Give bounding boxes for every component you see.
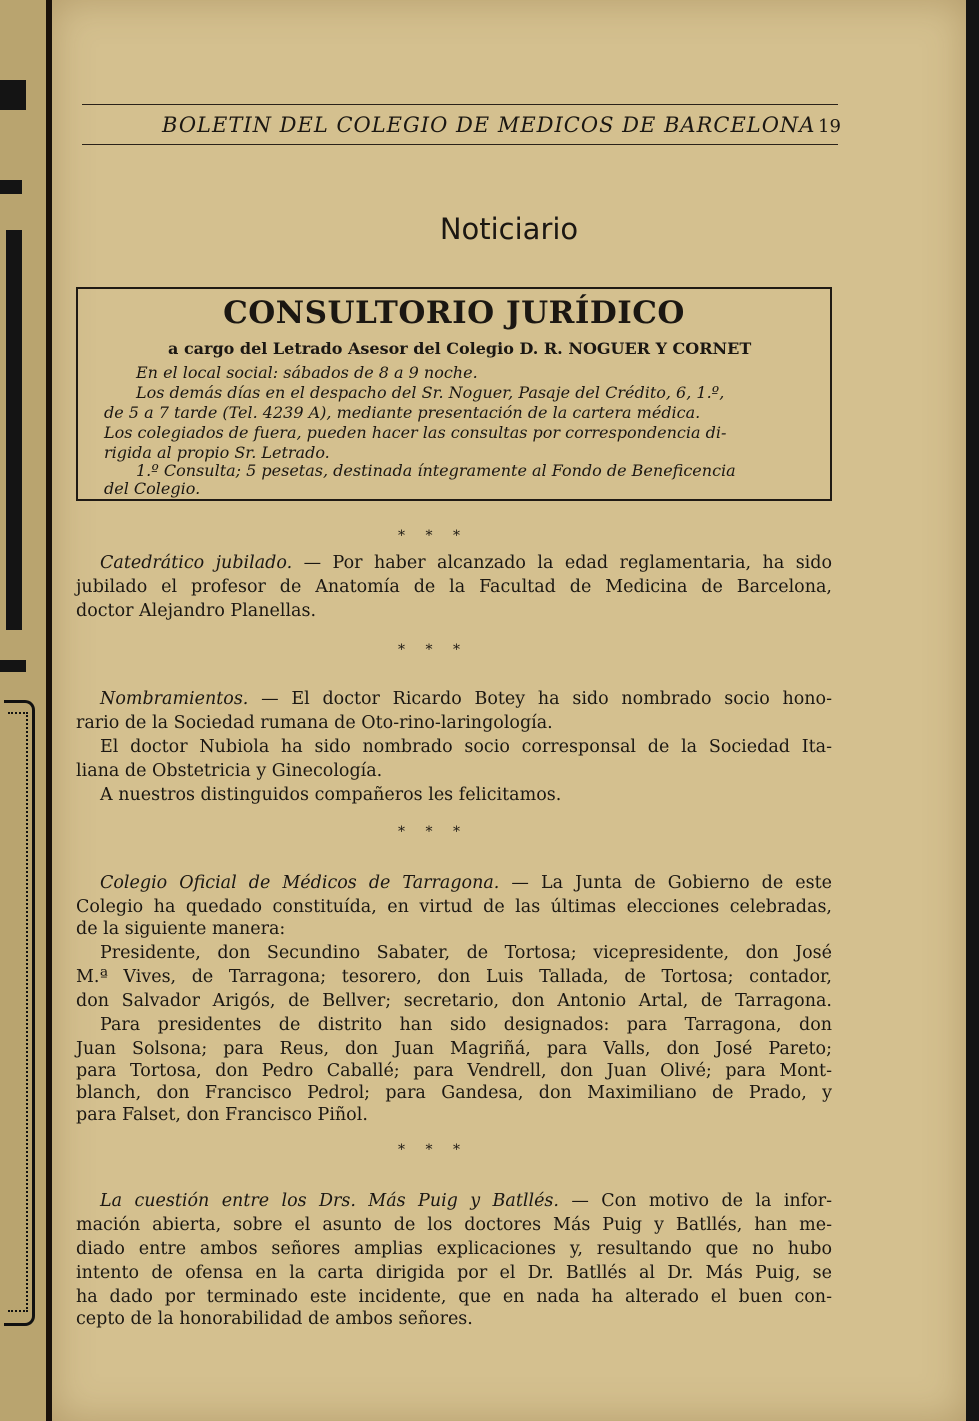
article-lead: Catedrático jubilado. — [100, 553, 293, 573]
article-line: mación abierta, sobre el asunto de los doctores Más Puig y Batllés, han me- — [76, 1215, 832, 1235]
running-header: BOLETIN DEL COLEGIO DE MEDICOS DE BARCELONA — [162, 113, 816, 137]
article-line: El doctor Nubiola ha sido nombrado socio corresponsal de la Sociedad Ita- — [100, 737, 832, 757]
separator: * * * — [398, 528, 468, 544]
consultorio-line: del Colegio. — [104, 479, 201, 498]
article-lead: Nombramientos. — [100, 689, 249, 709]
separator: * * * — [398, 642, 468, 658]
article-line: Catedrático jubilado. — Por haber alcanzado la edad reglamentaria, ha sido — [100, 553, 833, 573]
document-page — [52, 0, 966, 1421]
section-title: Noticiario — [439, 212, 579, 246]
article-line: para Tortosa, don Pedro Caballé; para Vendrell, don Juan Olivé; para Mont- — [76, 1061, 832, 1081]
consultorio-line: rigida al propio Sr. Letrado. — [104, 443, 330, 462]
header-bottom-rule — [82, 144, 838, 145]
article-line: A nuestros distinguidos compañeros les felicitamos. — [100, 785, 562, 805]
article-lead: La cuestión entre los Drs. Más Puig y Batllés. — [100, 1191, 559, 1211]
consultorio-title: CONSULTORIO JURÍDICO — [223, 295, 685, 331]
article-line: diado entre ambos señores amplias explicaciones y, resultando que no hubo — [76, 1239, 832, 1259]
article-line: La cuestión entre los Drs. Más Puig y Batllés. — Con motivo de la infor- — [100, 1191, 832, 1211]
article-line: M.ª Vives, de Tarragona; tesorero, don Luis Tallada, de Tortosa; contador, — [76, 967, 832, 987]
consultorio-line: Los colegiados de fuera, pueden hacer las consultas por correspondencia di- — [104, 423, 727, 442]
adjacent-page-glyph — [0, 80, 26, 110]
consultorio-line: 1.º Consulta; 5 pesetas, destinada íntegramente al Fondo de Beneficencia — [136, 461, 736, 480]
adjacent-page-glyph — [6, 230, 22, 630]
page-number: 19 — [818, 116, 841, 137]
adjacent-page-glyph — [0, 660, 26, 672]
consultorio-line: Los demás días en el despacho del Sr. Noguer, Pasaje del Crédito, 6, 1.º, — [136, 383, 725, 402]
article-line: para Falset, don Francisco Piñol. — [76, 1105, 368, 1125]
article-line: ha dado por terminado este incidente, que en nada ha alterado el buen con- — [76, 1287, 832, 1307]
header-top-rule — [82, 104, 838, 105]
article-line: liana de Obstetricia y Ginecología. — [76, 761, 383, 781]
article-line: Nombramientos. — El doctor Ricardo Botey ha sido nombrado socio hono- — [100, 689, 832, 709]
article-line: don Salvador Arigós, de Bellver; secretario, don Antonio Artal, de Tarragona. — [76, 991, 832, 1011]
adjacent-page-edge — [0, 0, 52, 1421]
article-line: cepto de la honorabilidad de ambos señores. — [76, 1309, 473, 1329]
consultorio-line: de 5 a 7 tarde (Tel. 4239 A), mediante presentación de la cartera médica. — [104, 403, 701, 422]
article-line: de la siguiente manera: — [76, 919, 286, 939]
article-line: blanch, don Francisco Pedrol; para Gandesa, don Maximiliano de Prado, y — [76, 1083, 832, 1103]
article-line: Colegio ha quedado constituída, en virtud de las últimas elecciones celebradas, — [76, 897, 832, 917]
article-line: doctor Alejandro Planellas. — [76, 601, 317, 621]
article-line: Colegio Oficial de Médicos de Tarragona. — La Junta de Gobierno de este — [100, 873, 832, 893]
consultorio-subtitle: a cargo del Letrado Asesor del Colegio D. R. NOGUER Y CORNET — [168, 339, 752, 358]
separator: * * * — [398, 1142, 468, 1158]
article-line: Para presidentes de distrito han sido designados: para Tarragona, don — [100, 1015, 832, 1035]
consultorio-line: En el local social: sábados de 8 a 9 noche. — [136, 363, 478, 382]
article-line: Juan Solsona; para Reus, don Juan Magriñá, para Valls, don José Pareto; — [76, 1039, 832, 1059]
adjacent-page-glyph — [0, 180, 22, 194]
separator: * * * — [398, 824, 468, 840]
consultorio-box — [76, 287, 832, 501]
article-line: rario de la Sociedad rumana de Oto-rino-laringología. — [76, 713, 553, 733]
article-lead: Colegio Oficial de Médicos de Tarragona. — [100, 873, 500, 893]
scan-border — [966, 0, 979, 1421]
article-line: jubilado el profesor de Anatomía de la Facultad de Medicina de Barcelona, — [76, 577, 832, 597]
article-line: Presidente, don Secundino Sabater, de Tortosa; vicepresidente, don José — [100, 943, 832, 963]
adjacent-page-frame-inner — [8, 712, 28, 1312]
article-line: intento de ofensa en la carta dirigida por el Dr. Batllés al Dr. Más Puig, se — [76, 1263, 832, 1283]
